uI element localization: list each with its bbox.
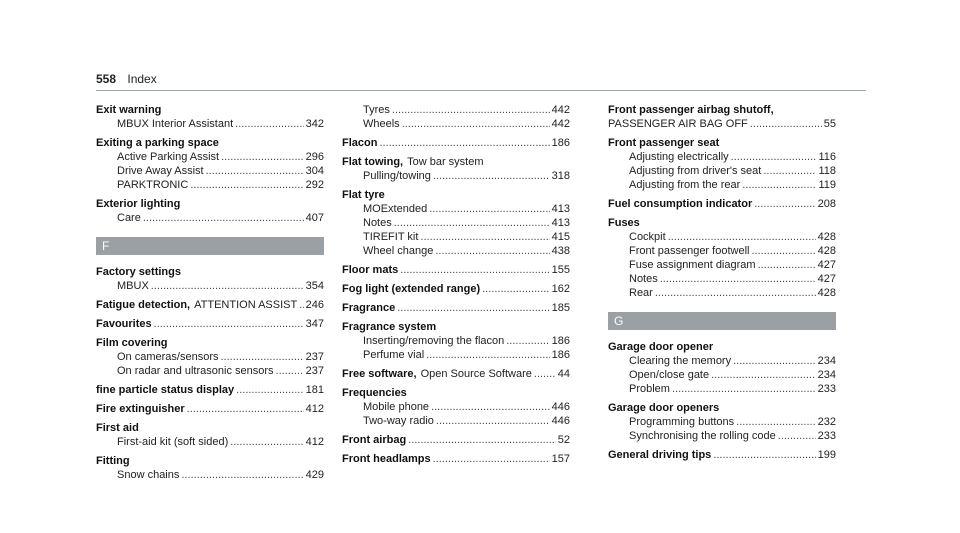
page-ref[interactable]: 347 [305, 318, 324, 330]
index-entry [96, 197, 324, 225]
index-entry: Free software, Open Source Software ..... 44 [342, 367, 570, 381]
sub-entry: Inserting/removing the flacon ..... 186 [342, 334, 570, 348]
sub-entry: PARKTRONIC ..... 292 [96, 178, 324, 192]
entry-title: Fire extinguisher [96, 403, 185, 415]
sub-entry: Cockpit ..... 428 [608, 230, 836, 244]
page-ref[interactable]: 342 [305, 118, 324, 130]
index-entry [96, 402, 324, 416]
page-ref[interactable]: 304 [305, 165, 324, 177]
entry-title: Fuses [608, 217, 640, 229]
page-ref[interactable]: 318 [551, 170, 570, 182]
entry-title: Fuel consumption indicator [608, 198, 753, 210]
index-entry [96, 103, 324, 131]
page-ref[interactable]: 186 [551, 349, 570, 361]
entry-title: Film covering [96, 337, 168, 349]
index-entry [608, 448, 836, 462]
page-ref[interactable]: 208 [817, 198, 836, 210]
sub-entry: On radar and ultrasonic sensors ..... 237 [96, 364, 324, 378]
page-ref[interactable]: 412 [305, 436, 324, 448]
sub-entry: Snow chains ..... 429 [96, 468, 324, 482]
page-ref[interactable]: 186 [551, 137, 570, 149]
sub-entry: Perfume vial ..... 186 [342, 348, 570, 362]
letter-divider-f: F [96, 237, 324, 255]
page-ref[interactable]: 296 [305, 151, 324, 163]
page-ref[interactable]: 237 [305, 351, 324, 363]
index-entry [608, 340, 836, 396]
sub-entry: Care ..... 407 [96, 211, 324, 225]
index-entry [96, 454, 324, 482]
sub-entry: Wheel change ..... 438 [342, 244, 570, 258]
entry-title: Floor mats [342, 264, 399, 276]
sub-entry: First-aid kit (soft sided) ..... 412 [96, 435, 324, 449]
index-entry-continued [342, 103, 570, 131]
index-entry [608, 197, 836, 211]
sub-entry: Front passenger footwell ..... 428 [608, 244, 836, 258]
sub-entry: Adjusting from the rear ..... 119 [608, 178, 836, 192]
index-entry: Fatigue detection, ATTENTION ASSIST ..... 246 [96, 298, 324, 312]
sub-entry: Adjusting electrically ..... 116 [608, 150, 836, 164]
page-ref[interactable]: 155 [551, 264, 570, 276]
index-entry [342, 320, 570, 362]
index-entry [342, 188, 570, 258]
page-header [96, 72, 866, 91]
sub-entry: MBUX ..... 354 [96, 279, 324, 293]
sub-entry: Synchronising the rolling code ..... 233 [608, 429, 836, 443]
sub-entry: Clearing the memory ..... 234 [608, 354, 836, 368]
entry-title: Fog light (extended range) [342, 283, 481, 295]
page-ref[interactable]: 427 [817, 273, 836, 285]
sub-entry: Active Parking Assist ..... 296 [96, 150, 324, 164]
index-entry [342, 282, 570, 296]
sub-entry: PASSENGER AIR BAG OFF ..... 55 [608, 117, 836, 131]
page-ref[interactable]: 428 [817, 231, 836, 243]
page-ref[interactable]: 407 [305, 212, 324, 224]
entry-title: Fitting [96, 455, 130, 467]
entry-title: Fragrance system [342, 321, 437, 333]
sub-entry: Notes ..... 427 [608, 272, 836, 286]
entry-title: Garage door opener [608, 341, 714, 353]
entry-title: fine particle status display [96, 384, 235, 396]
page-ref[interactable]: 116 [818, 151, 836, 163]
page-ref[interactable]: 428 [817, 245, 836, 257]
page-ref[interactable]: 412 [305, 403, 324, 415]
sub-entry: Programming buttons ..... 232 [608, 415, 836, 429]
entry-title: General driving tips [608, 449, 712, 461]
page-ref[interactable]: 119 [818, 179, 836, 191]
sub-entry: MBUX Interior Assistant ..... 342 [96, 117, 324, 131]
page-ref[interactable]: 162 [551, 283, 570, 295]
index-entry [342, 301, 570, 315]
index-entry [608, 136, 836, 192]
entry-title: Flat towing, [342, 156, 404, 168]
page-ref[interactable]: 186 [551, 335, 570, 347]
entry-title: Front passenger airbag shutoff, [608, 104, 774, 116]
page-ref[interactable]: 232 [817, 416, 836, 428]
entry-title: Factory settings [96, 266, 181, 278]
index-entry [96, 336, 324, 378]
page-ref[interactable]: 428 [817, 287, 836, 299]
sub-entry: TIREFIT kit ..... 415 [342, 230, 570, 244]
sub-entry: Adjusting from driver's seat ..... 118 [608, 164, 836, 178]
page-ref[interactable]: 427 [817, 259, 836, 271]
index-entry [342, 263, 570, 277]
page-ref[interactable]: 446 [551, 415, 570, 427]
page-ref[interactable]: 413 [551, 203, 570, 215]
index-entry [96, 383, 324, 397]
page-ref[interactable]: 234 [817, 369, 836, 381]
index-entry [608, 401, 836, 443]
page-ref[interactable]: 199 [817, 449, 836, 461]
sub-entry: Wheels ..... 442 [342, 117, 570, 131]
sub-entry: Mobile phone ..... 446 [342, 400, 570, 414]
index-entry [342, 136, 570, 150]
entry-title: Exiting a parking space [96, 137, 219, 149]
entry-title: Exterior lighting [96, 198, 181, 210]
sub-entry: Problem ..... 233 [608, 382, 836, 396]
index-column-3 [608, 103, 836, 467]
page-ref[interactable]: 292 [305, 179, 324, 191]
sub-entry: Two-way radio ..... 446 [342, 414, 570, 428]
page-ref[interactable]: 446 [551, 401, 570, 413]
entry-title: Flacon [342, 137, 378, 149]
page-ref[interactable]: 246 [305, 299, 324, 311]
page-ref[interactable]: 52 [557, 434, 570, 446]
page-ref[interactable]: 237 [305, 365, 324, 377]
page-number: 558 [96, 72, 117, 86]
page-ref[interactable]: 118 [818, 165, 836, 177]
entry-title: Front airbag [342, 434, 407, 446]
index-column-1 [96, 103, 324, 487]
entry-title: Fragrance [342, 302, 396, 314]
entry-title: Flat tyre [342, 189, 385, 201]
entry-title: Front passenger seat [608, 137, 720, 149]
sub-entry: Rear ..... 428 [608, 286, 836, 300]
sub-entry: On cameras/sensors ..... 237 [96, 350, 324, 364]
page-ref[interactable]: 354 [305, 280, 324, 292]
sub-entry: Pulling/towing ..... 318 [342, 169, 570, 183]
entry-title: Frequencies [342, 387, 407, 399]
sub-entry: Drive Away Assist ..... 304 [96, 164, 324, 178]
page-ref[interactable]: 55 [823, 118, 836, 130]
page-ref[interactable]: 233 [817, 430, 836, 442]
page-ref[interactable]: 442 [551, 104, 570, 116]
index-entry [342, 433, 570, 447]
entry-title: Garage door openers [608, 402, 720, 414]
index-entry [342, 452, 570, 466]
page-ref[interactable]: 185 [551, 302, 570, 314]
index-entry [342, 386, 570, 428]
index-entry: Flat towing, Tow bar system Pulling/towing ..... 318 [342, 155, 570, 183]
sub-entry: Open/close gate ..... 234 [608, 368, 836, 382]
sub-entry: Tyres ..... 442 [342, 103, 570, 117]
page-ref[interactable]: 413 [551, 217, 570, 229]
section-title: Index [127, 72, 157, 86]
entry-title: First aid [96, 422, 139, 434]
index-entry [96, 136, 324, 192]
page-ref[interactable]: 233 [817, 383, 836, 395]
entry-title: Exit warning [96, 104, 162, 116]
page-ref[interactable]: 429 [305, 469, 324, 481]
page-ref[interactable]: 415 [551, 231, 570, 243]
index-entry [608, 216, 836, 300]
page-ref[interactable]: 442 [551, 118, 570, 130]
index-entry [608, 103, 836, 131]
sub-entry: Fuse assignment diagram ..... 427 [608, 258, 836, 272]
page-ref[interactable]: 181 [305, 384, 324, 396]
page-ref[interactable]: 44 [557, 368, 570, 380]
page-ref[interactable]: 157 [551, 453, 570, 465]
index-entry [96, 317, 324, 331]
page-ref[interactable]: 234 [817, 355, 836, 367]
sub-entry: Notes ..... 413 [342, 216, 570, 230]
entry-title: Free software, [342, 368, 417, 380]
index-entry [96, 421, 324, 449]
entry-title: Favourites [96, 318, 152, 330]
page-ref[interactable]: 438 [551, 245, 570, 257]
sub-entry: MOExtended ..... 413 [342, 202, 570, 216]
letter-divider-g: G [608, 312, 836, 330]
entry-title: Fatigue detection, [96, 299, 191, 311]
entry-title: Front headlamps [342, 453, 431, 465]
index-column-2 [342, 103, 570, 471]
index-entry [96, 265, 324, 293]
